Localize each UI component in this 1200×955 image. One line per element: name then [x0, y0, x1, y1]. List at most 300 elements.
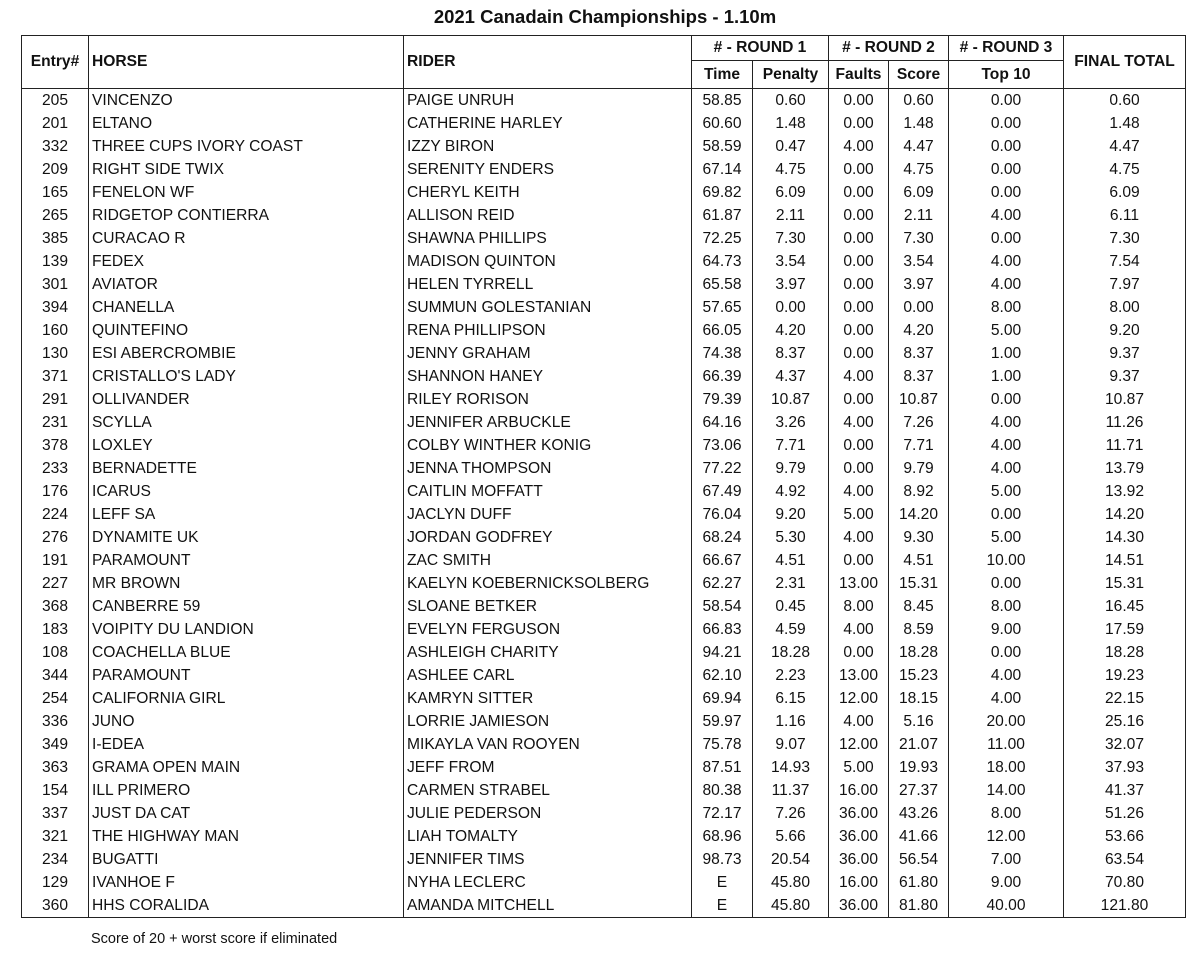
cell-horse: ESI ABERCROMBIE	[89, 342, 404, 365]
table-row	[22, 181, 1186, 204]
cell-horse: ILL PRIMERO	[89, 779, 404, 802]
cell-entry: 205	[22, 89, 89, 113]
table-row	[22, 227, 1186, 250]
cell-r2-score: 8.37	[889, 365, 949, 388]
cell-r1-penalty: 5.66	[753, 825, 829, 848]
table-row	[22, 457, 1186, 480]
cell-final-total: 9.37	[1064, 365, 1186, 388]
cell-r1-time: 66.05	[692, 319, 753, 342]
cell-r2-score: 7.71	[889, 434, 949, 457]
cell-r3-top10: 4.00	[949, 687, 1064, 710]
cell-entry: 291	[22, 388, 89, 411]
cell-entry: 394	[22, 296, 89, 319]
footnote: Score of 20 + worst score if eliminated	[91, 931, 338, 947]
cell-r3-top10: 4.00	[949, 273, 1064, 296]
cell-r3-top10: 4.00	[949, 434, 1064, 457]
cell-rider: CARMEN STRABEL	[404, 779, 692, 802]
cell-r1-penalty: 3.26	[753, 411, 829, 434]
cell-rider: JULIE PEDERSON	[404, 802, 692, 825]
cell-r2-score: 1.48	[889, 112, 949, 135]
cell-r1-time: 66.67	[692, 549, 753, 572]
cell-entry: 234	[22, 848, 89, 871]
cell-r2-score: 8.59	[889, 618, 949, 641]
cell-horse: IVANHOE F	[89, 871, 404, 894]
table-row	[22, 733, 1186, 756]
cell-rider: SERENITY ENDERS	[404, 158, 692, 181]
cell-r1-time: 59.97	[692, 710, 753, 733]
cell-r2-score: 18.28	[889, 641, 949, 664]
table-row	[22, 112, 1186, 135]
cell-final-total: 11.26	[1064, 411, 1186, 434]
cell-r1-penalty: 10.87	[753, 388, 829, 411]
cell-entry: 321	[22, 825, 89, 848]
cell-r3-top10: 0.00	[949, 388, 1064, 411]
table-row	[22, 273, 1186, 296]
cell-final-total: 22.15	[1064, 687, 1186, 710]
cell-r3-top10: 1.00	[949, 365, 1064, 388]
cell-final-total: 0.60	[1064, 89, 1186, 113]
cell-r3-top10: 4.00	[949, 411, 1064, 434]
cell-entry: 254	[22, 687, 89, 710]
table-row	[22, 526, 1186, 549]
cell-entry: 233	[22, 457, 89, 480]
table-row	[22, 848, 1186, 871]
cell-entry: 176	[22, 480, 89, 503]
cell-r2-faults: 0.00	[829, 89, 889, 113]
table-row	[22, 595, 1186, 618]
table-row	[22, 710, 1186, 733]
cell-rider: KAELYN KOEBERNICKSOLBERG	[404, 572, 692, 595]
table-row	[22, 825, 1186, 848]
cell-r3-top10: 0.00	[949, 227, 1064, 250]
cell-r1-penalty: 14.93	[753, 756, 829, 779]
cell-r2-faults: 5.00	[829, 756, 889, 779]
cell-final-total: 9.20	[1064, 319, 1186, 342]
cell-r1-penalty: 7.26	[753, 802, 829, 825]
cell-r2-score: 4.51	[889, 549, 949, 572]
cell-r1-time: 79.39	[692, 388, 753, 411]
table-row	[22, 549, 1186, 572]
table-row	[22, 388, 1186, 411]
cell-r1-time: 64.73	[692, 250, 753, 273]
cell-entry: 360	[22, 894, 89, 918]
table-row	[22, 572, 1186, 595]
cell-r2-score: 9.79	[889, 457, 949, 480]
cell-entry: 108	[22, 641, 89, 664]
cell-rider: HELEN TYRRELL	[404, 273, 692, 296]
table-row	[22, 756, 1186, 779]
header-round3: # - ROUND 3	[949, 36, 1064, 61]
cell-r2-score: 4.20	[889, 319, 949, 342]
header-round1: # - ROUND 1	[692, 36, 829, 61]
cell-r2-faults: 0.00	[829, 158, 889, 181]
cell-r1-penalty: 9.07	[753, 733, 829, 756]
cell-r1-penalty: 8.37	[753, 342, 829, 365]
cell-entry: 344	[22, 664, 89, 687]
header-score: Score	[889, 61, 949, 89]
cell-horse: ELTANO	[89, 112, 404, 135]
cell-r2-faults: 13.00	[829, 572, 889, 595]
cell-entry: 337	[22, 802, 89, 825]
cell-r1-time: 69.82	[692, 181, 753, 204]
cell-r2-faults: 0.00	[829, 434, 889, 457]
cell-r2-faults: 5.00	[829, 503, 889, 526]
cell-r3-top10: 8.00	[949, 802, 1064, 825]
cell-rider: RENA PHILLIPSON	[404, 319, 692, 342]
cell-r2-faults: 16.00	[829, 779, 889, 802]
cell-horse: ICARUS	[89, 480, 404, 503]
cell-entry: 139	[22, 250, 89, 273]
cell-entry: 130	[22, 342, 89, 365]
cell-horse: LEFF SA	[89, 503, 404, 526]
cell-r1-penalty: 3.97	[753, 273, 829, 296]
cell-rider: JEFF FROM	[404, 756, 692, 779]
cell-r1-time: 66.39	[692, 365, 753, 388]
header-rider: RIDER	[404, 36, 692, 89]
cell-r1-time: 67.14	[692, 158, 753, 181]
cell-r2-score: 61.80	[889, 871, 949, 894]
cell-final-total: 32.07	[1064, 733, 1186, 756]
cell-final-total: 4.47	[1064, 135, 1186, 158]
cell-r1-penalty: 9.79	[753, 457, 829, 480]
results-body	[22, 89, 1186, 918]
cell-r3-top10: 5.00	[949, 526, 1064, 549]
cell-r1-penalty: 0.47	[753, 135, 829, 158]
cell-r1-time: 73.06	[692, 434, 753, 457]
cell-r2-score: 18.15	[889, 687, 949, 710]
cell-rider: CAITLIN MOFFATT	[404, 480, 692, 503]
cell-r2-score: 41.66	[889, 825, 949, 848]
table-row	[22, 894, 1186, 918]
cell-final-total: 8.00	[1064, 296, 1186, 319]
cell-rider: LORRIE JAMIESON	[404, 710, 692, 733]
table-row	[22, 503, 1186, 526]
cell-rider: IZZY BIRON	[404, 135, 692, 158]
cell-entry: 224	[22, 503, 89, 526]
cell-r2-score: 8.45	[889, 595, 949, 618]
cell-horse: VINCENZO	[89, 89, 404, 113]
cell-r3-top10: 0.00	[949, 572, 1064, 595]
cell-horse: MR BROWN	[89, 572, 404, 595]
cell-r2-score: 10.87	[889, 388, 949, 411]
cell-r1-penalty: 45.80	[753, 894, 829, 918]
cell-final-total: 37.93	[1064, 756, 1186, 779]
cell-r1-time: 58.85	[692, 89, 753, 113]
cell-r1-penalty: 0.60	[753, 89, 829, 113]
cell-rider: SHANNON HANEY	[404, 365, 692, 388]
cell-r1-time: 66.83	[692, 618, 753, 641]
cell-entry: 301	[22, 273, 89, 296]
cell-r3-top10: 5.00	[949, 480, 1064, 503]
cell-r2-score: 3.54	[889, 250, 949, 273]
cell-r1-penalty: 4.51	[753, 549, 829, 572]
cell-entry: 231	[22, 411, 89, 434]
table-row	[22, 434, 1186, 457]
cell-entry: 209	[22, 158, 89, 181]
cell-horse: I-EDEA	[89, 733, 404, 756]
cell-r2-score: 2.11	[889, 204, 949, 227]
cell-r2-score: 19.93	[889, 756, 949, 779]
cell-r2-faults: 36.00	[829, 848, 889, 871]
cell-r3-top10: 0.00	[949, 135, 1064, 158]
cell-rider: RILEY RORISON	[404, 388, 692, 411]
cell-final-total: 4.75	[1064, 158, 1186, 181]
cell-r1-time: 60.60	[692, 112, 753, 135]
cell-final-total: 63.54	[1064, 848, 1186, 871]
cell-r2-faults: 4.00	[829, 526, 889, 549]
cell-final-total: 19.23	[1064, 664, 1186, 687]
header-round2: # - ROUND 2	[829, 36, 949, 61]
cell-final-total: 13.92	[1064, 480, 1186, 503]
cell-rider: COLBY WINTHER KONIG	[404, 434, 692, 457]
cell-r3-top10: 0.00	[949, 181, 1064, 204]
cell-r1-time: 57.65	[692, 296, 753, 319]
cell-entry: 183	[22, 618, 89, 641]
cell-horse: OLLIVANDER	[89, 388, 404, 411]
cell-r3-top10: 0.00	[949, 158, 1064, 181]
cell-final-total: 16.45	[1064, 595, 1186, 618]
cell-rider: LIAH TOMALTY	[404, 825, 692, 848]
cell-r1-penalty: 4.37	[753, 365, 829, 388]
cell-r2-score: 56.54	[889, 848, 949, 871]
cell-r1-penalty: 4.20	[753, 319, 829, 342]
cell-r3-top10: 12.00	[949, 825, 1064, 848]
cell-r1-time: 62.27	[692, 572, 753, 595]
cell-r1-time: 94.21	[692, 641, 753, 664]
cell-horse: QUINTEFINO	[89, 319, 404, 342]
table-row	[22, 296, 1186, 319]
cell-entry: 227	[22, 572, 89, 595]
cell-rider: SLOANE BETKER	[404, 595, 692, 618]
cell-entry: 201	[22, 112, 89, 135]
header-faults: Faults	[829, 61, 889, 89]
cell-r2-faults: 4.00	[829, 618, 889, 641]
cell-r1-penalty: 0.00	[753, 296, 829, 319]
cell-r2-score: 81.80	[889, 894, 949, 918]
cell-horse: COACHELLA BLUE	[89, 641, 404, 664]
table-row	[22, 411, 1186, 434]
header-top10: Top 10	[949, 61, 1064, 89]
cell-horse: CRISTALLO'S LADY	[89, 365, 404, 388]
cell-r1-penalty: 11.37	[753, 779, 829, 802]
table-row	[22, 342, 1186, 365]
table-row	[22, 135, 1186, 158]
cell-r2-faults: 0.00	[829, 250, 889, 273]
cell-r1-penalty: 7.71	[753, 434, 829, 457]
cell-r2-faults: 0.00	[829, 181, 889, 204]
cell-horse: VOIPITY DU LANDION	[89, 618, 404, 641]
cell-final-total: 14.30	[1064, 526, 1186, 549]
cell-r3-top10: 5.00	[949, 319, 1064, 342]
cell-final-total: 41.37	[1064, 779, 1186, 802]
cell-r2-score: 3.97	[889, 273, 949, 296]
cell-entry: 385	[22, 227, 89, 250]
cell-r1-time: 69.94	[692, 687, 753, 710]
cell-horse: SCYLLA	[89, 411, 404, 434]
cell-rider: PAIGE UNRUH	[404, 89, 692, 113]
cell-r1-time: 62.10	[692, 664, 753, 687]
cell-r3-top10: 20.00	[949, 710, 1064, 733]
cell-horse: THE HIGHWAY MAN	[89, 825, 404, 848]
cell-r2-score: 9.30	[889, 526, 949, 549]
cell-r2-faults: 4.00	[829, 365, 889, 388]
cell-r3-top10: 18.00	[949, 756, 1064, 779]
cell-r1-penalty: 1.16	[753, 710, 829, 733]
cell-r1-time: 58.59	[692, 135, 753, 158]
cell-r3-top10: 0.00	[949, 503, 1064, 526]
cell-horse: FEDEX	[89, 250, 404, 273]
cell-r1-time: 58.54	[692, 595, 753, 618]
cell-rider: CHERYL KEITH	[404, 181, 692, 204]
cell-r2-faults: 12.00	[829, 733, 889, 756]
cell-r2-faults: 0.00	[829, 273, 889, 296]
cell-r3-top10: 8.00	[949, 595, 1064, 618]
table-row	[22, 779, 1186, 802]
results-table	[21, 35, 1186, 918]
cell-r2-faults: 0.00	[829, 457, 889, 480]
table-row	[22, 641, 1186, 664]
page-title: 2021 Canadain Championships - 1.10m	[433, 6, 777, 27]
cell-final-total: 6.09	[1064, 181, 1186, 204]
cell-horse: CANBERRE 59	[89, 595, 404, 618]
cell-r2-faults: 0.00	[829, 227, 889, 250]
cell-r3-top10: 4.00	[949, 664, 1064, 687]
cell-r2-score: 4.75	[889, 158, 949, 181]
cell-r1-time: 75.78	[692, 733, 753, 756]
cell-entry: 368	[22, 595, 89, 618]
cell-horse: HHS CORALIDA	[89, 894, 404, 918]
cell-final-total: 9.37	[1064, 342, 1186, 365]
cell-entry: 265	[22, 204, 89, 227]
cell-r3-top10: 10.00	[949, 549, 1064, 572]
cell-r1-time: 68.24	[692, 526, 753, 549]
cell-horse: DYNAMITE UK	[89, 526, 404, 549]
cell-r2-faults: 4.00	[829, 710, 889, 733]
cell-r2-faults: 0.00	[829, 204, 889, 227]
cell-r3-top10: 1.00	[949, 342, 1064, 365]
cell-r2-faults: 0.00	[829, 112, 889, 135]
cell-final-total: 53.66	[1064, 825, 1186, 848]
cell-r2-score: 0.00	[889, 296, 949, 319]
cell-rider: JACLYN DUFF	[404, 503, 692, 526]
cell-entry: 363	[22, 756, 89, 779]
cell-r2-faults: 0.00	[829, 296, 889, 319]
cell-r3-top10: 8.00	[949, 296, 1064, 319]
cell-r2-faults: 0.00	[829, 641, 889, 664]
cell-r1-penalty: 1.48	[753, 112, 829, 135]
cell-r1-penalty: 4.92	[753, 480, 829, 503]
cell-final-total: 18.28	[1064, 641, 1186, 664]
header-time: Time	[692, 61, 753, 89]
cell-r1-time: 77.22	[692, 457, 753, 480]
cell-r2-faults: 13.00	[829, 664, 889, 687]
cell-r1-time: 76.04	[692, 503, 753, 526]
header-final-total: FINAL TOTAL	[1064, 36, 1186, 89]
cell-r1-penalty: 2.11	[753, 204, 829, 227]
cell-horse: FENELON WF	[89, 181, 404, 204]
cell-horse: BUGATTI	[89, 848, 404, 871]
cell-final-total: 7.30	[1064, 227, 1186, 250]
table-row	[22, 802, 1186, 825]
table-row	[22, 204, 1186, 227]
cell-r3-top10: 0.00	[949, 112, 1064, 135]
cell-r2-faults: 36.00	[829, 802, 889, 825]
cell-entry: 154	[22, 779, 89, 802]
cell-r1-penalty: 0.45	[753, 595, 829, 618]
cell-r2-faults: 12.00	[829, 687, 889, 710]
cell-final-total: 7.97	[1064, 273, 1186, 296]
cell-r2-score: 43.26	[889, 802, 949, 825]
cell-entry: 378	[22, 434, 89, 457]
cell-final-total: 1.48	[1064, 112, 1186, 135]
cell-r2-score: 7.26	[889, 411, 949, 434]
cell-final-total: 51.26	[1064, 802, 1186, 825]
cell-horse: LOXLEY	[89, 434, 404, 457]
cell-r1-penalty: 5.30	[753, 526, 829, 549]
cell-rider: NYHA LECLERC	[404, 871, 692, 894]
header-horse: HORSE	[89, 36, 404, 89]
cell-r1-time: 67.49	[692, 480, 753, 503]
cell-r2-score: 14.20	[889, 503, 949, 526]
cell-r3-top10: 0.00	[949, 89, 1064, 113]
cell-r1-penalty: 45.80	[753, 871, 829, 894]
cell-r1-penalty: 2.31	[753, 572, 829, 595]
cell-final-total: 15.31	[1064, 572, 1186, 595]
cell-r2-faults: 4.00	[829, 135, 889, 158]
cell-r3-top10: 14.00	[949, 779, 1064, 802]
cell-r2-score: 7.30	[889, 227, 949, 250]
cell-final-total: 6.11	[1064, 204, 1186, 227]
cell-r2-faults: 8.00	[829, 595, 889, 618]
cell-r1-penalty: 2.23	[753, 664, 829, 687]
cell-r1-penalty: 6.09	[753, 181, 829, 204]
cell-r2-faults: 0.00	[829, 388, 889, 411]
cell-rider: SUMMUN GOLESTANIAN	[404, 296, 692, 319]
cell-r2-score: 27.37	[889, 779, 949, 802]
cell-r2-faults: 0.00	[829, 342, 889, 365]
cell-r2-faults: 0.00	[829, 549, 889, 572]
cell-r1-penalty: 6.15	[753, 687, 829, 710]
cell-final-total: 14.20	[1064, 503, 1186, 526]
table-row	[22, 250, 1186, 273]
cell-r3-top10: 9.00	[949, 618, 1064, 641]
cell-entry: 129	[22, 871, 89, 894]
cell-r3-top10: 4.00	[949, 250, 1064, 273]
cell-horse: JUNO	[89, 710, 404, 733]
cell-r2-score: 15.31	[889, 572, 949, 595]
cell-r2-score: 0.60	[889, 89, 949, 113]
cell-rider: JENNY GRAHAM	[404, 342, 692, 365]
table-row	[22, 158, 1186, 181]
cell-r1-time: 72.25	[692, 227, 753, 250]
table-row	[22, 871, 1186, 894]
cell-r1-time: E	[692, 894, 753, 918]
cell-r2-score: 15.23	[889, 664, 949, 687]
cell-rider: MADISON QUINTON	[404, 250, 692, 273]
cell-rider: JENNIFER TIMS	[404, 848, 692, 871]
cell-final-total: 10.87	[1064, 388, 1186, 411]
cell-entry: 349	[22, 733, 89, 756]
header-penalty: Penalty	[753, 61, 829, 89]
cell-r2-faults: 36.00	[829, 825, 889, 848]
table-row	[22, 664, 1186, 687]
cell-r1-time: 64.16	[692, 411, 753, 434]
table-row	[22, 319, 1186, 342]
cell-final-total: 13.79	[1064, 457, 1186, 480]
cell-horse: CURACAO R	[89, 227, 404, 250]
cell-entry: 165	[22, 181, 89, 204]
cell-horse: THREE CUPS IVORY COAST	[89, 135, 404, 158]
